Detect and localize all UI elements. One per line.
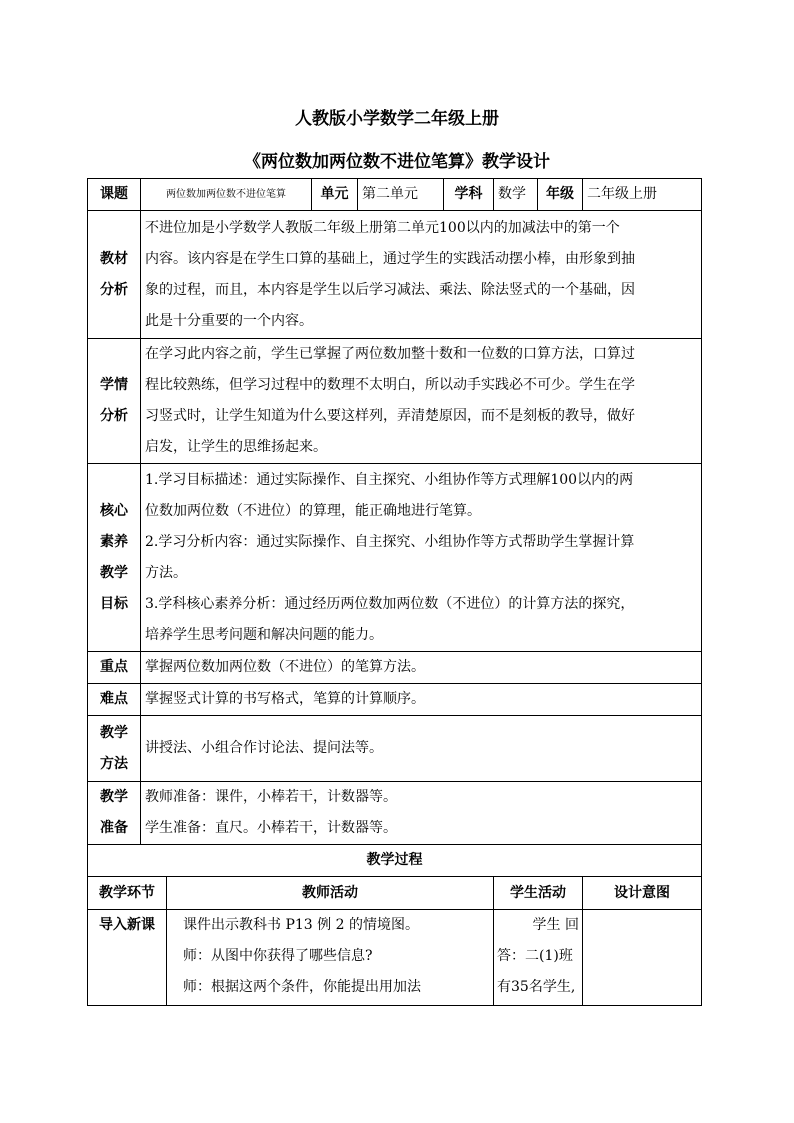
document-subtitle: 《两位数加两位数不进位笔算》教学设计 [244, 152, 550, 172]
material-label-line1: 教材 [100, 250, 128, 267]
learner-analysis-text [141, 339, 702, 464]
process-row-intro [88, 910, 702, 1006]
learner-label-line1: 学情 [100, 377, 128, 393]
method-label [88, 716, 141, 782]
difficulty-text: 掌握竖式计算的书写格式，笔算的计算顺序。 [141, 684, 702, 716]
grade-value: 二年级上册 [583, 179, 702, 211]
learner-line: 启发，让学生的思维扬起来。 [145, 439, 327, 455]
subject-value: 数学 [494, 179, 538, 211]
difficulty-label: 难点 [88, 684, 141, 716]
prep-label-line2: 准备 [100, 820, 128, 836]
col-teacher-header: 教师活动 [167, 877, 494, 910]
core-line: 方法。 [145, 564, 187, 581]
method-label-line1: 教学 [100, 724, 128, 741]
teacher-line: 师：从图中你获得了哪些信息? [183, 948, 373, 964]
unit-value: 第二单元 [358, 179, 444, 211]
subject-label: 学科 [444, 179, 494, 211]
learner-label-line2: 分析 [100, 408, 128, 424]
core-line: 1.学习目标描述：通过实际操作、自主探究、小组协作等方式理解100以内的两 [145, 471, 634, 488]
learner-analysis-row [88, 339, 702, 464]
material-line: 内容。该内容是在学生口算的基础上，通过学生的实践活动摆小棒，由形象到抽 [145, 250, 635, 267]
material-analysis-text [141, 211, 702, 339]
topic-value: 两位数加两位数不进位笔算 [141, 179, 312, 211]
process-heading: 教学过程 [88, 845, 702, 877]
core-label-line1: 核心 [100, 502, 128, 519]
key-point-label: 重点 [88, 652, 141, 684]
prep-text [141, 782, 702, 845]
grade-label: 年级 [538, 179, 583, 211]
key-point-row [88, 652, 702, 684]
lesson-plan-table [87, 178, 702, 1006]
student-line: 有35名学生, [497, 979, 576, 995]
material-line: 此是十分重要的一个内容。 [145, 312, 313, 329]
material-label-line2: 分析 [100, 281, 128, 298]
prep-row [88, 782, 702, 845]
prep-label [88, 782, 141, 845]
core-objectives-label [88, 464, 141, 652]
col-stage-header: 教学环节 [88, 877, 167, 910]
learner-line: 习竖式时，让学生知道为什么要这样列，弄清楚原因，而不是刻板的教导，做好 [145, 408, 635, 424]
header-row [88, 179, 702, 211]
method-text: 讲授法、小组合作讨论法、提问法等。 [141, 716, 702, 782]
core-line: 位数加两位数（不进位）的算理，能正确地进行笔算。 [145, 502, 481, 519]
student-line: 学生 回 [532, 917, 579, 933]
core-label-line3: 教学 [100, 564, 128, 581]
process-columns-row [88, 877, 702, 910]
student-activity-cell [494, 910, 583, 1006]
material-line: 不进位加是小学数学人教版二年级上册第二单元100以内的加减法中的第一个 [145, 219, 620, 236]
prep-label-line1: 教学 [100, 789, 128, 805]
learner-analysis-label [88, 339, 141, 464]
unit-label: 单元 [312, 179, 358, 211]
prep-teacher: 教师准备：课件，小棒若干，计数器等。 [145, 789, 397, 805]
col-student-header: 学生活动 [494, 877, 583, 910]
method-label-line2: 方法 [100, 755, 128, 772]
learner-line: 程比较熟练，但学习过程中的数理不太明白，所以动手实践必不可少。学生在学 [145, 377, 635, 393]
key-point-text: 掌握两位数加两位数（不进位）的笔算方法。 [141, 652, 702, 684]
process-heading-row [88, 845, 702, 877]
student-line: 答：二(1)班 [497, 948, 573, 964]
col-intent-header: 设计意图 [583, 877, 702, 910]
stage-cell: 导入新课 [88, 910, 167, 1006]
material-analysis-label [88, 211, 141, 339]
prep-student: 学生准备：直尺。小棒若干，计数器等。 [145, 820, 397, 836]
document-title: 人教版小学数学二年级上册 [295, 109, 499, 129]
learner-line: 在学习此内容之前，学生已掌握了两位数加整十数和一位数的口算方法，口算过 [145, 346, 635, 362]
teacher-line: 师：根据这两个条件，你能提出用加法 [183, 979, 421, 995]
material-line: 象的过程，而且，本内容是学生以后学习减法、乘法、除法竖式的一个基础，因 [145, 281, 635, 298]
core-line: 3.学科核心素养分析：通过经历两位数加两位数（不进位）的计算方法的探究， [145, 595, 635, 612]
method-row [88, 716, 702, 782]
design-intent-cell [583, 910, 702, 1006]
core-objectives-text [141, 464, 702, 652]
material-analysis-row [88, 211, 702, 339]
core-line: 培养学生思考问题和解决问题的能力。 [145, 626, 383, 643]
topic-label: 课题 [88, 179, 141, 211]
core-objectives-row [88, 464, 702, 652]
core-label-line2: 素养 [100, 533, 128, 550]
teacher-line: 课件出示教科书 P13 例 2 的情境图。 [183, 917, 419, 933]
teacher-activity-cell [167, 910, 494, 1006]
core-line: 2.学习分析内容：通过实际操作、自主探究、小组协作等方式帮助学生掌握计算 [145, 533, 635, 550]
difficulty-row [88, 684, 702, 716]
core-label-line4: 目标 [100, 595, 128, 612]
